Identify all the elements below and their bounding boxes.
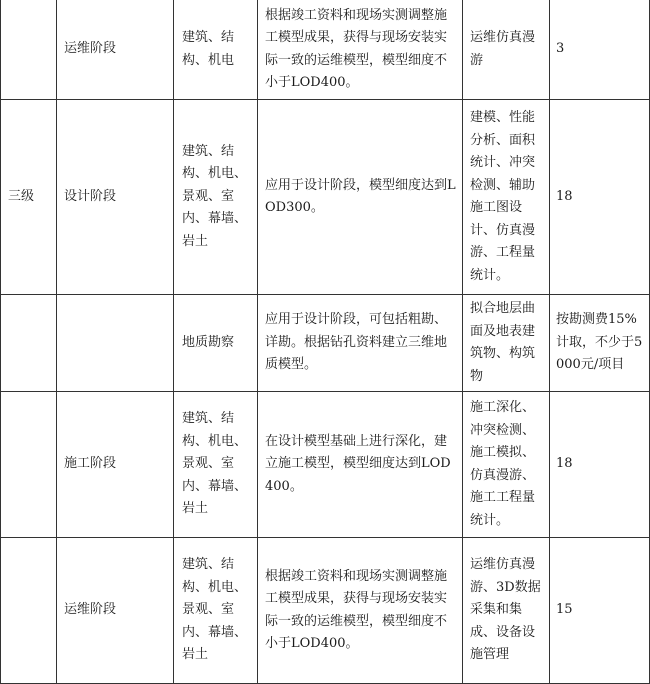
level-cell — [1, 538, 57, 684]
scope-cell: 建筑、结构、机电 — [174, 0, 258, 100]
fee-cell: 按勘测费15%计取，不少于5000元/项目 — [550, 295, 650, 392]
application-cell: 运维仿真漫游、3D数据采集和集成、设备设施管理 — [463, 538, 550, 684]
stage-cell: 施工阶段 — [57, 392, 174, 538]
table-row — [1, 295, 650, 392]
requirement-cell: 根据竣工资料和现场实测调整施工模型成果，获得与现场安装实际一致的运维模型，模型细度不小于LOD400。 — [258, 538, 463, 684]
fee-cell: 18 — [550, 392, 650, 538]
stage-cell — [57, 295, 174, 392]
level-cell — [1, 295, 57, 392]
table-row — [1, 538, 650, 684]
fee-cell: 15 — [550, 538, 650, 684]
application-cell: 施工深化、冲突检测、施工模拟、仿真漫游、施工工程量统计。 — [463, 392, 550, 538]
scope-cell: 建筑、结构、机电、景观、室内、幕墙、岩土 — [174, 538, 258, 684]
level-cell — [1, 0, 57, 100]
requirement-cell: 应用于设计阶段，可包括粗勘、详勘。根据钻孔资料建立三维地质模型。 — [258, 295, 463, 392]
stage-cell: 设计阶段 — [57, 100, 174, 295]
scope-cell: 建筑、结构、机电、景观、室内、幕墙、岩土 — [174, 392, 258, 538]
requirement-cell: 根据竣工资料和现场实测调整施工模型成果，获得与现场安装实际一致的运维模型，模型细度不小于LOD400。 — [258, 0, 463, 100]
scope-cell: 地质勘察 — [174, 295, 258, 392]
requirement-cell: 应用于设计阶段，模型细度达到LOD300。 — [258, 100, 463, 295]
stage-cell: 运维阶段 — [57, 0, 174, 100]
level-cell — [1, 392, 57, 538]
application-cell: 建模、性能分析、面积统计、冲突检测、辅助施工图设计、仿真漫游、工程量统计。 — [463, 100, 550, 295]
table-row — [1, 392, 650, 538]
stage-cell: 运维阶段 — [57, 538, 174, 684]
application-cell: 运维仿真漫游 — [463, 0, 550, 100]
application-cell: 拟合地层曲面及地表建筑物、构筑物 — [463, 295, 550, 392]
table-row — [1, 100, 650, 295]
level-cell: 三级 — [1, 100, 57, 295]
requirement-cell: 在设计模型基础上进行深化，建立施工模型，模型细度达到LOD400。 — [258, 392, 463, 538]
scope-cell: 建筑、结构、机电、景观、室内、幕墙、岩土 — [174, 100, 258, 295]
table-row — [1, 0, 650, 100]
fee-cell: 3 — [550, 0, 650, 100]
fee-cell: 18 — [550, 100, 650, 295]
